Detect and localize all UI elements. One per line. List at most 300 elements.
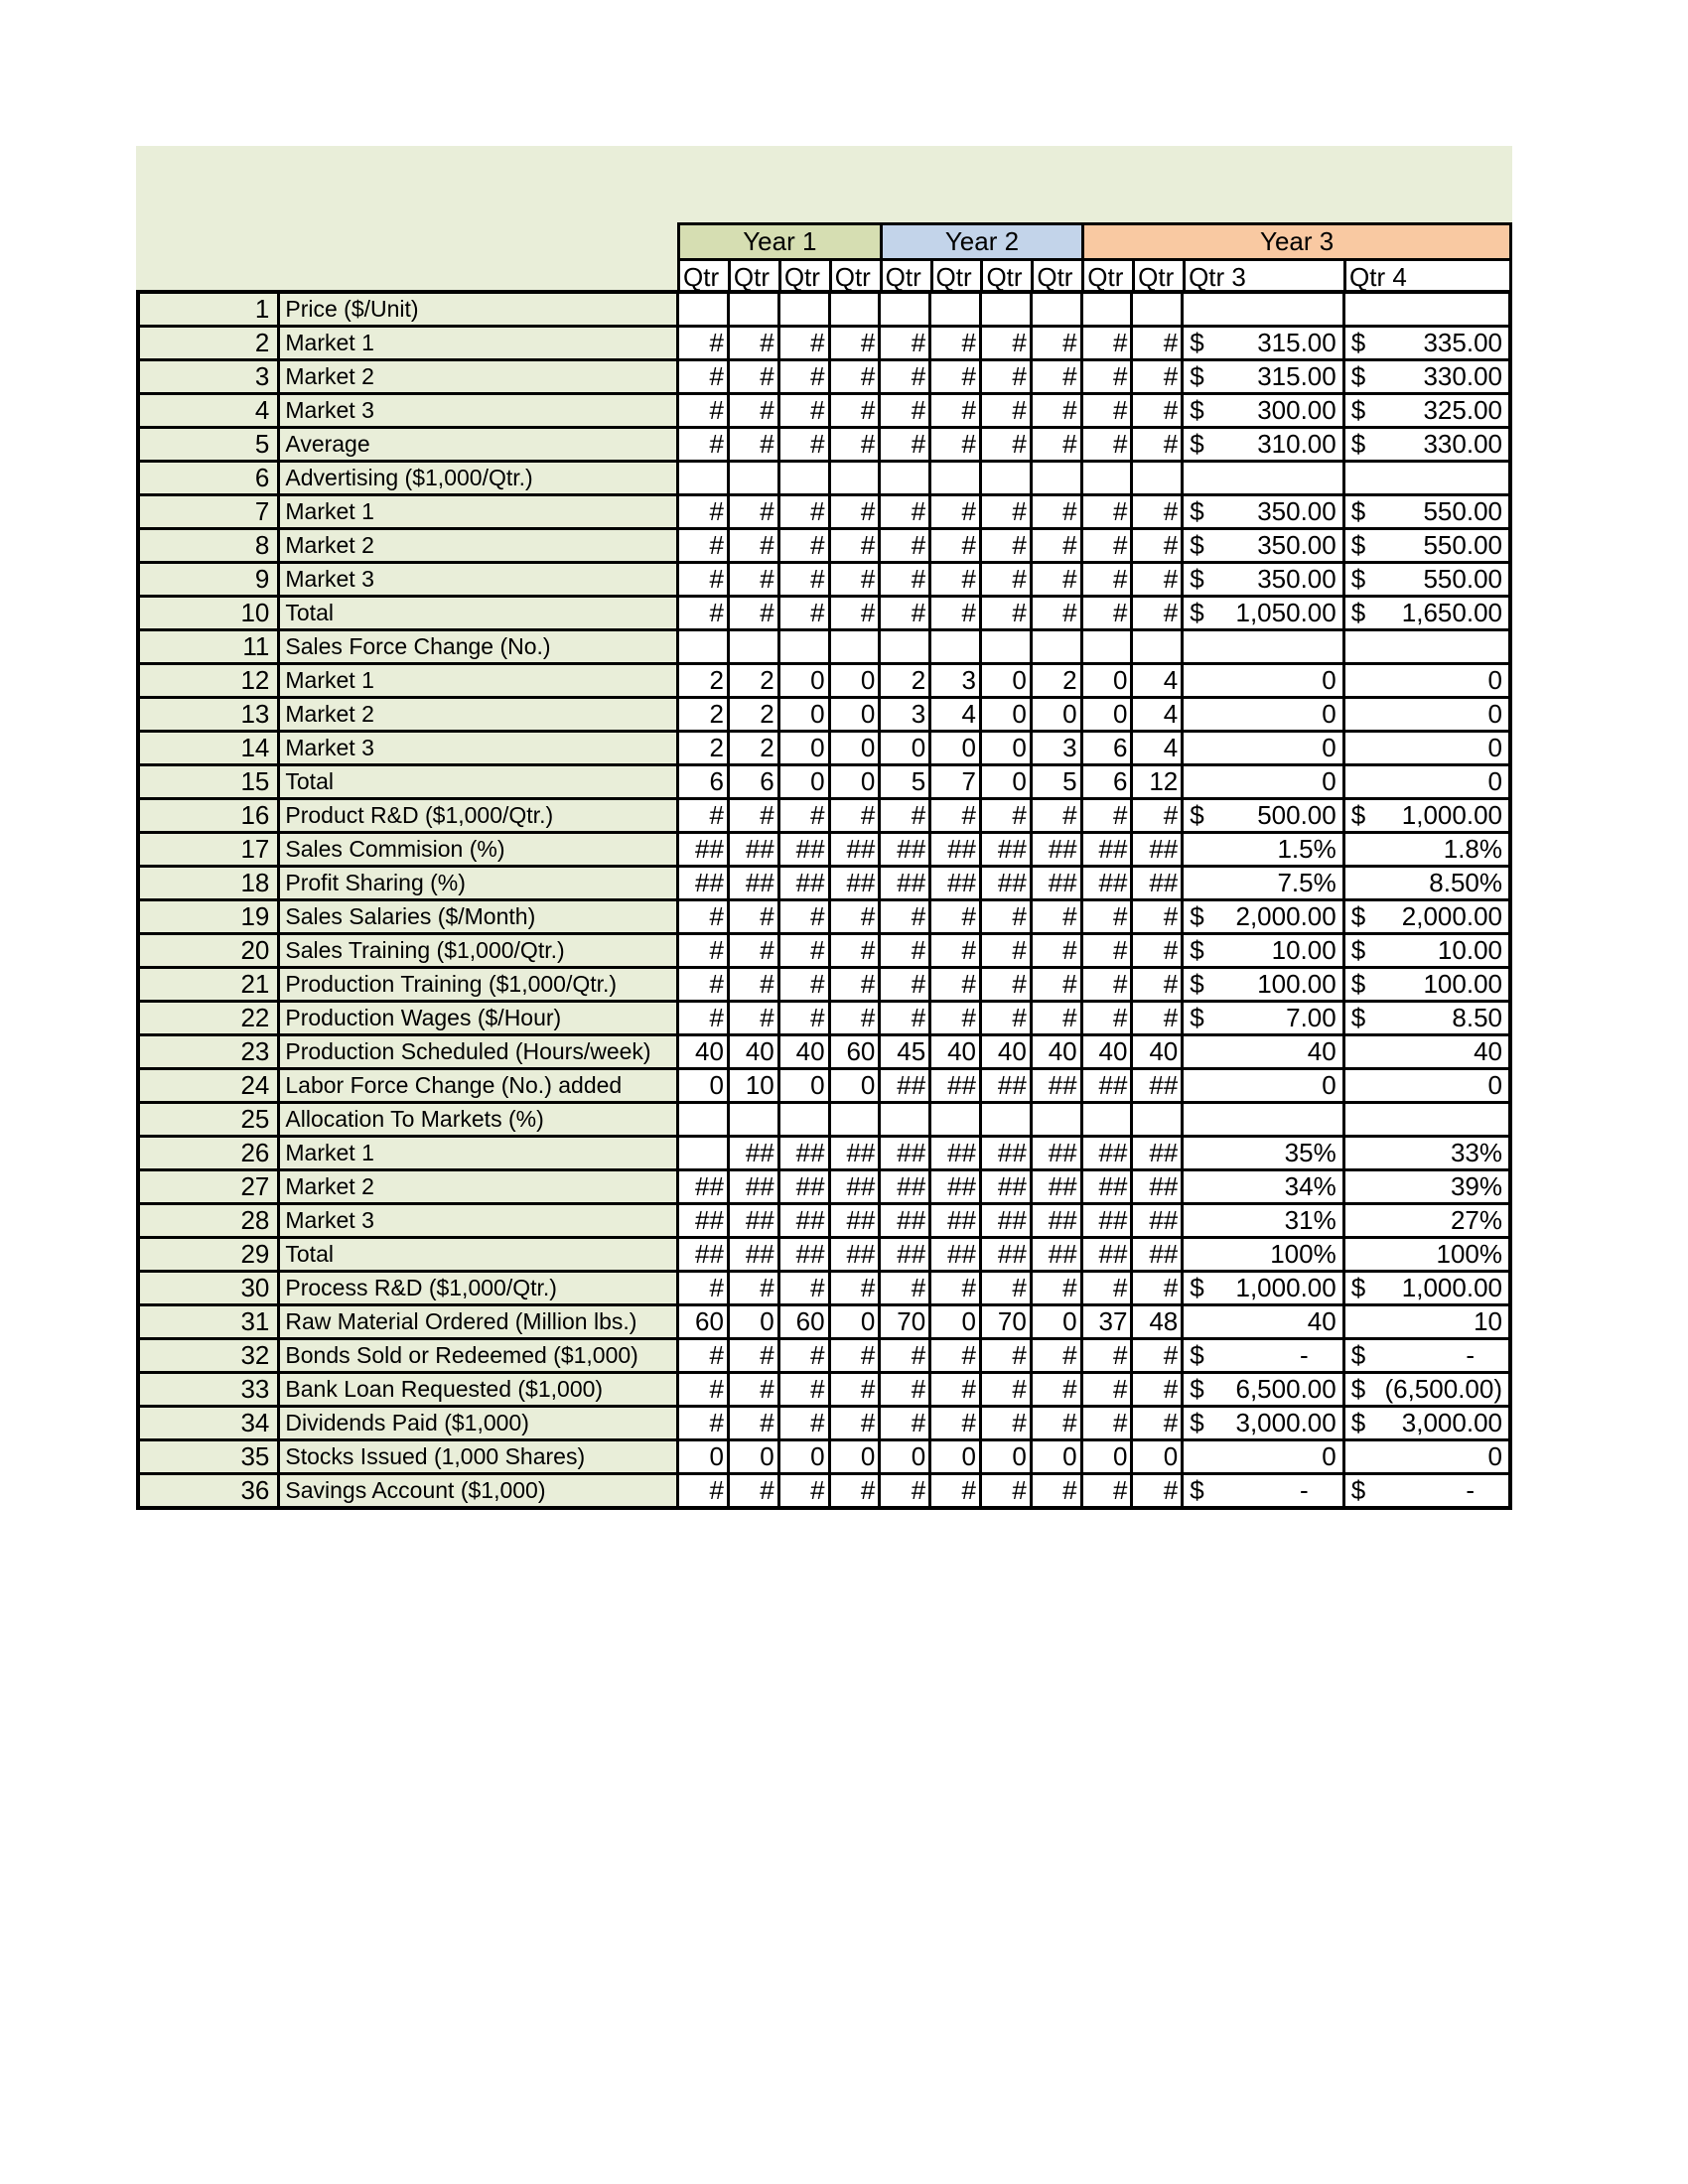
row-number-cell[interactable]: 26 bbox=[138, 1137, 279, 1170]
row-number-cell[interactable]: 8 bbox=[138, 529, 279, 563]
data-cell[interactable]: 0 bbox=[829, 1305, 880, 1339]
q4-cell[interactable]: 0 bbox=[1343, 664, 1510, 698]
data-cell[interactable]: ## bbox=[1031, 833, 1081, 867]
row-label-cell[interactable]: Market 1 bbox=[279, 664, 678, 698]
data-cell[interactable]: 48 bbox=[1132, 1305, 1183, 1339]
data-cell[interactable] bbox=[678, 630, 729, 664]
data-cell[interactable]: # bbox=[829, 934, 880, 968]
data-cell[interactable]: # bbox=[1081, 529, 1132, 563]
row-label-cell[interactable]: Market 1 bbox=[279, 1137, 678, 1170]
row-label-cell[interactable]: Sales Salaries ($/Month) bbox=[279, 900, 678, 934]
q3-cell[interactable]: 0 bbox=[1183, 664, 1343, 698]
data-cell[interactable]: ## bbox=[930, 1170, 981, 1204]
data-cell[interactable]: 0 bbox=[980, 698, 1031, 732]
row-label-cell[interactable]: Labor Force Change (No.) added bbox=[279, 1069, 678, 1103]
q4-cell[interactable] bbox=[1343, 292, 1510, 327]
data-cell[interactable]: ## bbox=[1132, 867, 1183, 900]
data-cell[interactable]: 7 bbox=[930, 765, 981, 799]
row-label-cell[interactable]: Price ($/Unit) bbox=[279, 292, 678, 327]
data-cell[interactable]: 0 bbox=[880, 732, 930, 765]
data-cell[interactable] bbox=[678, 292, 729, 327]
data-cell[interactable]: ## bbox=[1081, 1137, 1132, 1170]
data-cell[interactable]: ## bbox=[930, 1137, 981, 1170]
q4-cell[interactable] bbox=[1343, 327, 1510, 360]
data-cell[interactable]: ## bbox=[930, 867, 981, 900]
data-cell[interactable]: # bbox=[930, 900, 981, 934]
q3-cell[interactable] bbox=[1183, 529, 1343, 563]
data-cell[interactable]: # bbox=[1031, 1407, 1081, 1440]
data-cell[interactable]: # bbox=[980, 597, 1031, 630]
data-cell[interactable]: ## bbox=[980, 867, 1031, 900]
data-cell[interactable]: 70 bbox=[980, 1305, 1031, 1339]
data-cell[interactable]: # bbox=[1132, 1407, 1183, 1440]
q3-cell[interactable]: 40 bbox=[1183, 1305, 1343, 1339]
year-header-cell[interactable]: Year 2 bbox=[881, 224, 1083, 260]
data-cell[interactable]: ## bbox=[778, 1170, 829, 1204]
data-cell[interactable]: # bbox=[880, 1474, 930, 1509]
data-cell[interactable]: 0 bbox=[778, 1440, 829, 1474]
data-cell[interactable]: ## bbox=[1132, 1069, 1183, 1103]
data-cell[interactable]: ## bbox=[880, 1069, 930, 1103]
row-number-cell[interactable]: 21 bbox=[138, 968, 279, 1002]
data-cell[interactable]: 2 bbox=[880, 664, 930, 698]
data-cell[interactable]: ## bbox=[728, 867, 778, 900]
data-cell[interactable]: ## bbox=[1031, 1238, 1081, 1272]
q3-cell[interactable] bbox=[1183, 799, 1343, 833]
data-cell[interactable]: ## bbox=[930, 1069, 981, 1103]
data-cell[interactable]: # bbox=[1031, 394, 1081, 428]
data-cell[interactable]: # bbox=[778, 1339, 829, 1373]
q3-cell[interactable]: 0 bbox=[1183, 765, 1343, 799]
data-cell[interactable]: ## bbox=[980, 1170, 1031, 1204]
data-cell[interactable]: # bbox=[1081, 327, 1132, 360]
data-cell[interactable]: 0 bbox=[930, 1305, 981, 1339]
data-cell[interactable]: # bbox=[1031, 360, 1081, 394]
qtr-header-cell[interactable]: Qtr 4 bbox=[1345, 260, 1511, 294]
q4-cell[interactable] bbox=[1343, 529, 1510, 563]
data-cell[interactable]: ## bbox=[1031, 1170, 1081, 1204]
data-cell[interactable]: # bbox=[880, 495, 930, 529]
data-cell[interactable] bbox=[1132, 630, 1183, 664]
year-header-cell[interactable]: Year 3 bbox=[1083, 224, 1511, 260]
row-number-cell[interactable]: 1 bbox=[138, 292, 279, 327]
row-label-cell[interactable]: Dividends Paid ($1,000) bbox=[279, 1407, 678, 1440]
data-cell[interactable]: 70 bbox=[880, 1305, 930, 1339]
row-label-cell[interactable]: Savings Account ($1,000) bbox=[279, 1474, 678, 1509]
data-cell[interactable]: ## bbox=[728, 1170, 778, 1204]
q4-cell[interactable]: 100% bbox=[1343, 1238, 1510, 1272]
data-cell[interactable]: # bbox=[1031, 529, 1081, 563]
q4-cell[interactable] bbox=[1343, 428, 1510, 462]
data-cell[interactable]: ## bbox=[1081, 1238, 1132, 1272]
data-cell[interactable]: # bbox=[980, 1407, 1031, 1440]
data-cell[interactable] bbox=[728, 1103, 778, 1137]
data-cell[interactable]: # bbox=[1132, 900, 1183, 934]
data-cell[interactable]: # bbox=[980, 1002, 1031, 1035]
data-cell[interactable]: # bbox=[880, 799, 930, 833]
data-cell[interactable]: ## bbox=[980, 1069, 1031, 1103]
data-cell[interactable]: # bbox=[829, 1002, 880, 1035]
row-label-cell[interactable]: Market 3 bbox=[279, 394, 678, 428]
data-cell[interactable] bbox=[880, 462, 930, 495]
data-cell[interactable]: ## bbox=[980, 1137, 1031, 1170]
data-cell[interactable]: # bbox=[980, 327, 1031, 360]
q4-cell[interactable] bbox=[1343, 394, 1510, 428]
data-cell[interactable]: # bbox=[829, 1272, 880, 1305]
data-cell[interactable]: # bbox=[1132, 799, 1183, 833]
data-cell[interactable]: ## bbox=[1081, 833, 1132, 867]
data-cell[interactable]: # bbox=[678, 1373, 729, 1407]
data-cell[interactable]: 2 bbox=[678, 732, 729, 765]
row-number-cell[interactable]: 20 bbox=[138, 934, 279, 968]
data-cell[interactable]: 40 bbox=[1132, 1035, 1183, 1069]
data-cell[interactable]: 60 bbox=[778, 1305, 829, 1339]
data-cell[interactable]: ## bbox=[1132, 833, 1183, 867]
q3-cell[interactable] bbox=[1183, 1002, 1343, 1035]
q4-cell[interactable] bbox=[1343, 1407, 1510, 1440]
data-cell[interactable] bbox=[728, 630, 778, 664]
data-cell[interactable]: # bbox=[728, 428, 778, 462]
data-cell[interactable]: # bbox=[778, 597, 829, 630]
row-number-cell[interactable]: 23 bbox=[138, 1035, 279, 1069]
q3-cell[interactable] bbox=[1183, 292, 1343, 327]
q4-cell[interactable]: 0 bbox=[1343, 1440, 1510, 1474]
qtr-header-cell[interactable]: Qtr bbox=[779, 260, 830, 294]
row-number-cell[interactable]: 6 bbox=[138, 462, 279, 495]
data-cell[interactable]: # bbox=[778, 327, 829, 360]
data-cell[interactable]: 6 bbox=[678, 765, 729, 799]
data-cell[interactable] bbox=[728, 462, 778, 495]
data-cell[interactable]: # bbox=[1132, 968, 1183, 1002]
q4-cell[interactable]: 33% bbox=[1343, 1137, 1510, 1170]
data-cell[interactable]: # bbox=[1132, 597, 1183, 630]
data-cell[interactable]: # bbox=[930, 1373, 981, 1407]
row-number-cell[interactable]: 15 bbox=[138, 765, 279, 799]
data-cell[interactable]: # bbox=[678, 900, 729, 934]
data-cell[interactable] bbox=[778, 1103, 829, 1137]
data-cell[interactable]: # bbox=[778, 968, 829, 1002]
data-cell[interactable]: # bbox=[1132, 1474, 1183, 1509]
data-cell[interactable]: 45 bbox=[880, 1035, 930, 1069]
q4-cell[interactable] bbox=[1343, 630, 1510, 664]
data-cell[interactable]: 2 bbox=[728, 698, 778, 732]
data-cell[interactable]: 0 bbox=[829, 1440, 880, 1474]
data-cell[interactable]: # bbox=[678, 495, 729, 529]
data-cell[interactable] bbox=[829, 292, 880, 327]
data-cell[interactable]: ## bbox=[778, 1238, 829, 1272]
data-cell[interactable]: # bbox=[1031, 327, 1081, 360]
data-cell[interactable]: # bbox=[778, 495, 829, 529]
data-cell[interactable]: # bbox=[1132, 1373, 1183, 1407]
q4-cell[interactable]: 0 bbox=[1343, 765, 1510, 799]
data-cell[interactable]: # bbox=[728, 1002, 778, 1035]
data-cell[interactable]: # bbox=[678, 327, 729, 360]
q4-cell[interactable]: 0 bbox=[1343, 1069, 1510, 1103]
data-cell[interactable]: 40 bbox=[678, 1035, 729, 1069]
row-label-cell[interactable]: Advertising ($1,000/Qtr.) bbox=[279, 462, 678, 495]
data-cell[interactable]: 3 bbox=[1031, 732, 1081, 765]
data-cell[interactable]: # bbox=[728, 934, 778, 968]
row-label-cell[interactable]: Market 2 bbox=[279, 360, 678, 394]
data-cell[interactable]: 40 bbox=[778, 1035, 829, 1069]
data-cell[interactable]: # bbox=[1031, 934, 1081, 968]
data-cell[interactable] bbox=[778, 630, 829, 664]
data-cell[interactable]: ## bbox=[728, 1238, 778, 1272]
data-cell[interactable]: # bbox=[1081, 968, 1132, 1002]
data-cell[interactable]: ## bbox=[728, 833, 778, 867]
data-cell[interactable]: # bbox=[728, 1474, 778, 1509]
q3-cell[interactable]: 0 bbox=[1183, 1440, 1343, 1474]
data-cell[interactable] bbox=[678, 1137, 729, 1170]
data-cell[interactable] bbox=[829, 462, 880, 495]
data-cell[interactable]: # bbox=[980, 1272, 1031, 1305]
data-cell[interactable]: # bbox=[829, 1474, 880, 1509]
data-cell[interactable]: # bbox=[880, 1339, 930, 1373]
row-number-cell[interactable]: 28 bbox=[138, 1204, 279, 1238]
qtr-header-cell[interactable]: Qtr bbox=[1134, 260, 1185, 294]
data-cell[interactable]: # bbox=[980, 968, 1031, 1002]
row-number-cell[interactable]: 18 bbox=[138, 867, 279, 900]
data-cell[interactable]: 0 bbox=[1132, 1440, 1183, 1474]
data-cell[interactable]: # bbox=[678, 1474, 729, 1509]
data-cell[interactable]: ## bbox=[980, 1204, 1031, 1238]
data-cell[interactable]: # bbox=[1132, 327, 1183, 360]
data-cell[interactable]: ## bbox=[880, 1170, 930, 1204]
data-cell[interactable]: ## bbox=[980, 1238, 1031, 1272]
row-number-cell[interactable]: 3 bbox=[138, 360, 279, 394]
data-cell[interactable]: # bbox=[778, 1373, 829, 1407]
row-number-cell[interactable]: 24 bbox=[138, 1069, 279, 1103]
data-cell[interactable]: # bbox=[678, 1272, 729, 1305]
q4-cell[interactable] bbox=[1343, 597, 1510, 630]
q3-cell[interactable] bbox=[1183, 597, 1343, 630]
data-cell[interactable]: # bbox=[778, 799, 829, 833]
row-number-cell[interactable]: 2 bbox=[138, 327, 279, 360]
data-cell[interactable]: 0 bbox=[1081, 698, 1132, 732]
data-cell[interactable]: ## bbox=[1081, 1204, 1132, 1238]
row-number-cell[interactable]: 35 bbox=[138, 1440, 279, 1474]
qtr-header-cell[interactable]: Qtr bbox=[1083, 260, 1134, 294]
data-cell[interactable]: # bbox=[1081, 1407, 1132, 1440]
data-cell[interactable]: # bbox=[980, 495, 1031, 529]
data-cell[interactable]: # bbox=[1081, 1373, 1132, 1407]
row-label-cell[interactable]: Total bbox=[279, 597, 678, 630]
data-cell[interactable]: ## bbox=[930, 1204, 981, 1238]
row-label-cell[interactable]: Market 3 bbox=[279, 1204, 678, 1238]
data-cell[interactable] bbox=[980, 292, 1031, 327]
data-cell[interactable]: 40 bbox=[980, 1035, 1031, 1069]
q3-cell[interactable]: 0 bbox=[1183, 698, 1343, 732]
row-label-cell[interactable]: Market 3 bbox=[279, 732, 678, 765]
data-cell[interactable]: 2 bbox=[1031, 664, 1081, 698]
data-cell[interactable]: 60 bbox=[678, 1305, 729, 1339]
data-cell[interactable]: # bbox=[728, 1339, 778, 1373]
data-cell[interactable]: ## bbox=[778, 833, 829, 867]
qtr-header-cell[interactable]: Qtr 3 bbox=[1185, 260, 1345, 294]
row-label-cell[interactable]: Sales Force Change (No.) bbox=[279, 630, 678, 664]
q3-cell[interactable] bbox=[1183, 394, 1343, 428]
data-cell[interactable]: ## bbox=[678, 1170, 729, 1204]
data-cell[interactable]: ## bbox=[1132, 1204, 1183, 1238]
data-cell[interactable]: # bbox=[1081, 394, 1132, 428]
data-cell[interactable] bbox=[930, 292, 981, 327]
data-cell[interactable]: # bbox=[728, 799, 778, 833]
data-cell[interactable]: # bbox=[728, 394, 778, 428]
data-cell[interactable]: ## bbox=[829, 867, 880, 900]
data-cell[interactable]: # bbox=[1081, 934, 1132, 968]
data-cell[interactable]: ## bbox=[1081, 867, 1132, 900]
data-cell[interactable] bbox=[1132, 1103, 1183, 1137]
data-cell[interactable]: 2 bbox=[678, 664, 729, 698]
data-cell[interactable]: ## bbox=[1031, 1137, 1081, 1170]
data-cell[interactable]: # bbox=[778, 529, 829, 563]
q3-cell[interactable] bbox=[1183, 968, 1343, 1002]
data-cell[interactable] bbox=[930, 1103, 981, 1137]
data-cell[interactable]: # bbox=[930, 495, 981, 529]
data-cell[interactable]: ## bbox=[829, 1137, 880, 1170]
q4-cell[interactable] bbox=[1343, 900, 1510, 934]
data-cell[interactable] bbox=[930, 462, 981, 495]
data-cell[interactable]: # bbox=[678, 934, 729, 968]
data-cell[interactable]: # bbox=[880, 529, 930, 563]
data-cell[interactable]: # bbox=[829, 529, 880, 563]
data-cell[interactable]: ## bbox=[829, 1170, 880, 1204]
q3-cell[interactable]: 31% bbox=[1183, 1204, 1343, 1238]
data-cell[interactable]: 37 bbox=[1081, 1305, 1132, 1339]
data-cell[interactable]: # bbox=[778, 563, 829, 597]
data-cell[interactable]: 4 bbox=[1132, 664, 1183, 698]
q3-cell[interactable] bbox=[1183, 1103, 1343, 1137]
data-cell[interactable]: # bbox=[1132, 529, 1183, 563]
data-cell[interactable]: 0 bbox=[829, 664, 880, 698]
row-label-cell[interactable]: Market 3 bbox=[279, 563, 678, 597]
q4-cell[interactable]: 40 bbox=[1343, 1035, 1510, 1069]
data-cell[interactable]: # bbox=[678, 360, 729, 394]
data-cell[interactable]: # bbox=[930, 934, 981, 968]
row-label-cell[interactable]: Market 2 bbox=[279, 698, 678, 732]
data-cell[interactable]: # bbox=[1132, 1002, 1183, 1035]
data-cell[interactable]: 0 bbox=[980, 732, 1031, 765]
row-label-cell[interactable]: Production Scheduled (Hours/week) bbox=[279, 1035, 678, 1069]
q3-cell[interactable] bbox=[1183, 1272, 1343, 1305]
data-cell[interactable]: # bbox=[1031, 1474, 1081, 1509]
data-cell[interactable]: 5 bbox=[880, 765, 930, 799]
row-label-cell[interactable]: Average bbox=[279, 428, 678, 462]
data-cell[interactable]: # bbox=[1081, 900, 1132, 934]
data-cell[interactable]: # bbox=[1081, 495, 1132, 529]
data-cell[interactable]: # bbox=[829, 900, 880, 934]
data-cell[interactable] bbox=[1081, 462, 1132, 495]
data-cell[interactable] bbox=[1031, 630, 1081, 664]
data-cell[interactable]: # bbox=[880, 934, 930, 968]
data-cell[interactable]: # bbox=[1031, 563, 1081, 597]
q3-cell[interactable]: 7.5% bbox=[1183, 867, 1343, 900]
data-cell[interactable]: # bbox=[1081, 1339, 1132, 1373]
q4-cell[interactable] bbox=[1343, 934, 1510, 968]
data-cell[interactable]: 0 bbox=[829, 732, 880, 765]
data-cell[interactable]: # bbox=[980, 1474, 1031, 1509]
q4-cell[interactable] bbox=[1343, 563, 1510, 597]
data-cell[interactable]: # bbox=[880, 597, 930, 630]
data-cell[interactable]: # bbox=[1132, 1272, 1183, 1305]
data-cell[interactable]: # bbox=[728, 597, 778, 630]
data-cell[interactable]: # bbox=[728, 529, 778, 563]
q4-cell[interactable] bbox=[1343, 1103, 1510, 1137]
data-cell[interactable]: # bbox=[778, 1407, 829, 1440]
q3-cell[interactable] bbox=[1183, 1339, 1343, 1373]
data-cell[interactable]: 0 bbox=[980, 765, 1031, 799]
data-cell[interactable]: 0 bbox=[1031, 1440, 1081, 1474]
data-cell[interactable]: ## bbox=[1132, 1137, 1183, 1170]
data-cell[interactable]: ## bbox=[829, 833, 880, 867]
data-cell[interactable]: # bbox=[1081, 1272, 1132, 1305]
data-cell[interactable]: # bbox=[880, 968, 930, 1002]
data-cell[interactable]: ## bbox=[1081, 1069, 1132, 1103]
q4-cell[interactable]: 1.8% bbox=[1343, 833, 1510, 867]
data-cell[interactable]: # bbox=[778, 394, 829, 428]
data-cell[interactable]: # bbox=[778, 1272, 829, 1305]
data-cell[interactable] bbox=[678, 462, 729, 495]
data-cell[interactable]: # bbox=[980, 1339, 1031, 1373]
data-cell[interactable] bbox=[728, 292, 778, 327]
q4-cell[interactable] bbox=[1343, 360, 1510, 394]
q4-cell[interactable]: 39% bbox=[1343, 1170, 1510, 1204]
data-cell[interactable]: 2 bbox=[728, 664, 778, 698]
data-cell[interactable]: 4 bbox=[930, 698, 981, 732]
data-cell[interactable]: 0 bbox=[778, 765, 829, 799]
data-cell[interactable]: # bbox=[778, 1474, 829, 1509]
q3-cell[interactable] bbox=[1183, 360, 1343, 394]
data-cell[interactable]: # bbox=[930, 1474, 981, 1509]
data-cell[interactable]: # bbox=[678, 799, 729, 833]
data-cell[interactable]: ## bbox=[728, 1204, 778, 1238]
row-label-cell[interactable]: Bonds Sold or Redeemed ($1,000) bbox=[279, 1339, 678, 1373]
data-cell[interactable]: # bbox=[980, 1373, 1031, 1407]
data-cell[interactable]: # bbox=[1031, 1373, 1081, 1407]
q4-cell[interactable] bbox=[1343, 1474, 1510, 1509]
data-cell[interactable] bbox=[880, 292, 930, 327]
q4-cell[interactable]: 27% bbox=[1343, 1204, 1510, 1238]
data-cell[interactable]: # bbox=[880, 327, 930, 360]
data-cell[interactable]: ## bbox=[1031, 867, 1081, 900]
data-cell[interactable]: # bbox=[778, 1002, 829, 1035]
data-cell[interactable]: # bbox=[1031, 1339, 1081, 1373]
row-number-cell[interactable]: 17 bbox=[138, 833, 279, 867]
data-cell[interactable]: # bbox=[930, 428, 981, 462]
q3-cell[interactable]: 1.5% bbox=[1183, 833, 1343, 867]
data-cell[interactable]: 0 bbox=[829, 765, 880, 799]
qtr-header-cell[interactable]: Qtr bbox=[1033, 260, 1083, 294]
qtr-header-cell[interactable]: Qtr bbox=[881, 260, 931, 294]
data-cell[interactable]: 40 bbox=[1031, 1035, 1081, 1069]
data-cell[interactable]: # bbox=[728, 968, 778, 1002]
row-number-cell[interactable]: 27 bbox=[138, 1170, 279, 1204]
data-cell[interactable]: # bbox=[1081, 1474, 1132, 1509]
data-cell[interactable]: # bbox=[1081, 597, 1132, 630]
data-cell[interactable]: 40 bbox=[930, 1035, 981, 1069]
q3-cell[interactable] bbox=[1183, 327, 1343, 360]
data-cell[interactable]: ## bbox=[880, 1137, 930, 1170]
data-cell[interactable]: ## bbox=[880, 833, 930, 867]
data-cell[interactable]: # bbox=[778, 428, 829, 462]
qtr-header-cell[interactable]: Qtr bbox=[830, 260, 881, 294]
data-cell[interactable]: 10 bbox=[728, 1069, 778, 1103]
data-cell[interactable]: 0 bbox=[1031, 698, 1081, 732]
data-cell[interactable]: # bbox=[880, 1373, 930, 1407]
data-cell[interactable]: # bbox=[728, 563, 778, 597]
data-cell[interactable]: # bbox=[1031, 900, 1081, 934]
data-cell[interactable]: # bbox=[930, 597, 981, 630]
